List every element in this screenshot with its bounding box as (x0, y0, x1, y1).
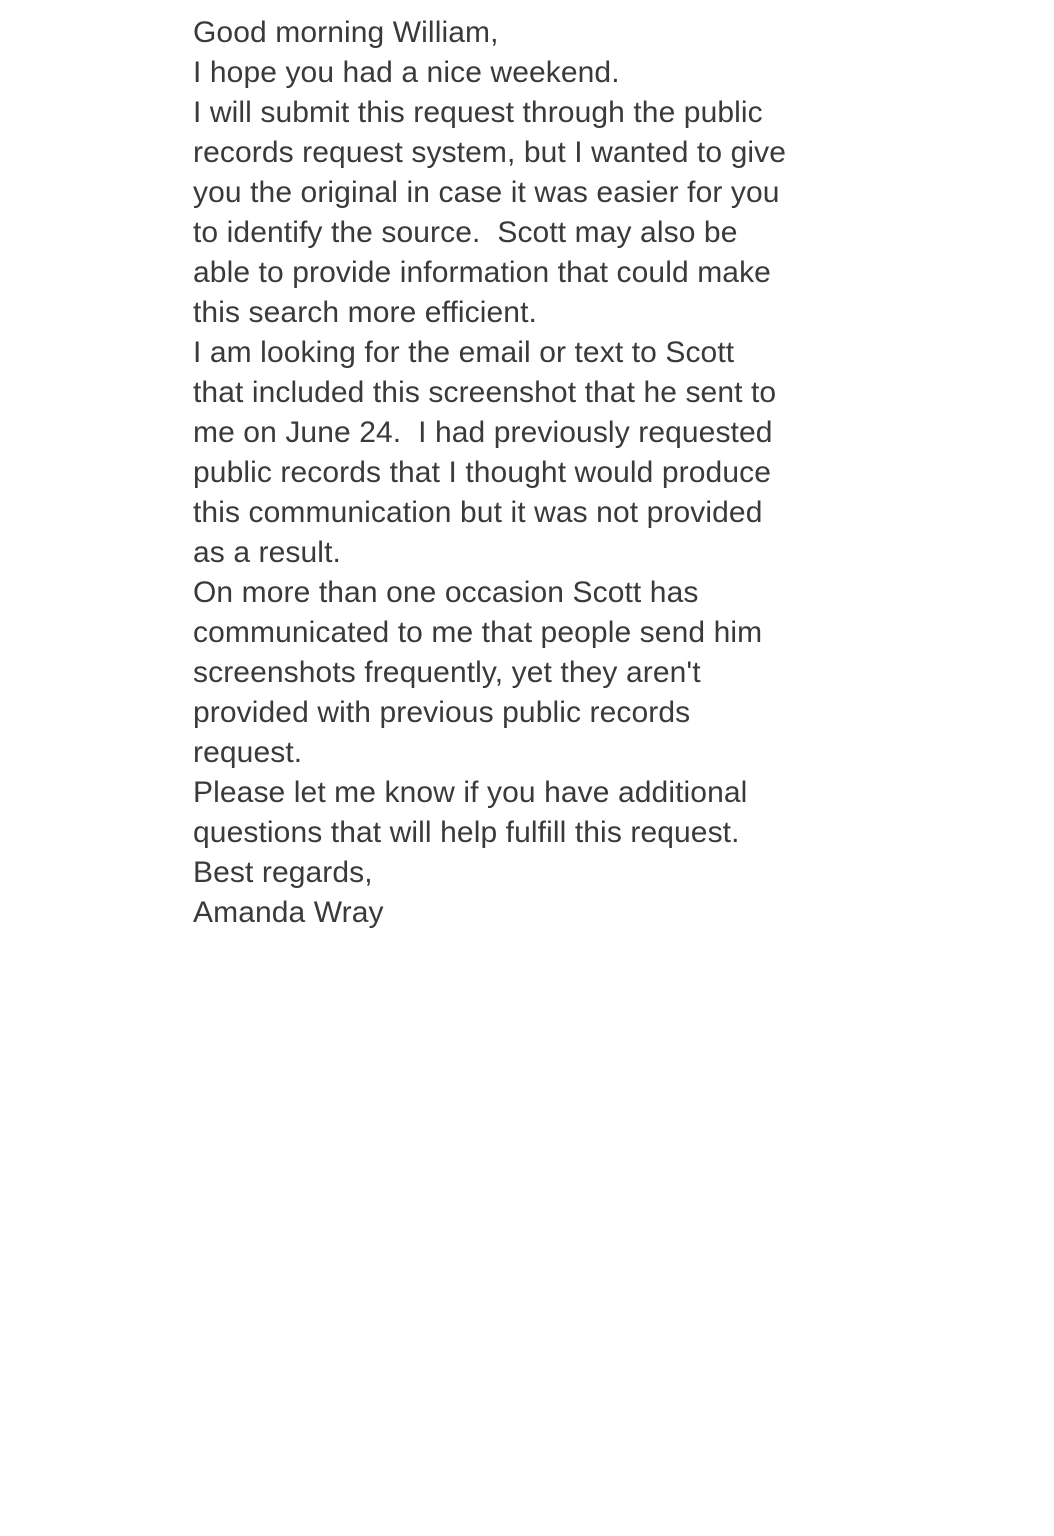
greeting-line: Good morning William, (193, 16, 499, 49)
closing-line: Best regards, (193, 856, 373, 889)
paragraph-additional-questions: Please let me know if you have additional questions that will help fulfill this request. (193, 776, 748, 849)
paragraph-screenshots-frequently: On more than one occasion Scott has communicated to me that people send him screenshots frequently, yet they aren't provided with previous public records request. (193, 576, 763, 769)
paragraph-submit-request: I will submit this request through the public records request system, but I wanted to give you the original in case it was easier for you to identify the source. Scott may also be able to provide information that could make this search more efficient. (193, 96, 787, 329)
paragraph-pleasantry: I hope you had a nice weekend. (193, 56, 620, 89)
paragraph-looking-for-email: I am looking for the email or text to Scott that included this screenshot that he sent to me on June 24. I had previously requested public records that I thought would produce this communication but it was not provided as a result. (193, 336, 777, 569)
signature-name: Amanda Wray (193, 896, 384, 929)
